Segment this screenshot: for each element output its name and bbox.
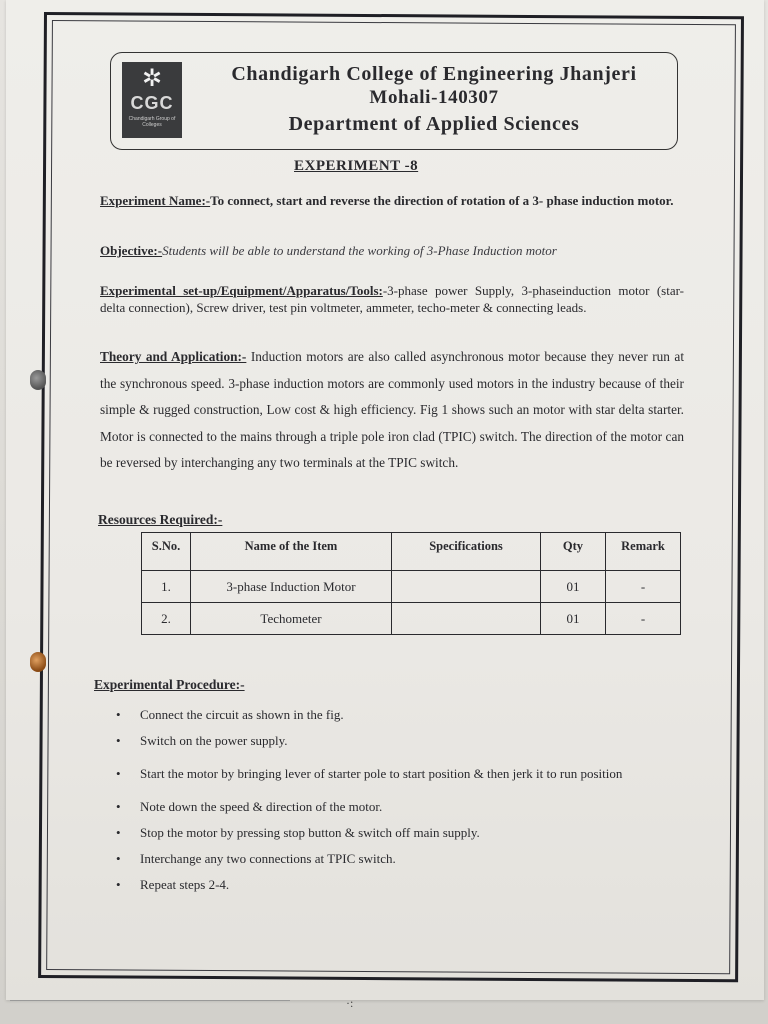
college-address: Mohali-140307 [369, 87, 499, 108]
step-text: Switch on the power supply. [140, 733, 288, 748]
cell-remark: - [606, 571, 681, 603]
step-text: Stop the motor by pressing stop button & switch off main supply. [140, 825, 480, 840]
bullet-icon: • [116, 877, 121, 892]
list-item [112, 823, 672, 843]
procedure-label: Experimental Procedure:- [94, 677, 245, 692]
college-logo [122, 62, 182, 138]
table-row [142, 603, 681, 635]
setup-text: -3-phase power Supply, 3-phaseinduction motor (star-delta connection), Screw driver, test pin voltmeter, ammeter, techo-meter & connecting leads. [100, 283, 685, 315]
list-item [112, 757, 672, 791]
objective-section [100, 242, 684, 259]
objective-label: Objective:- [100, 243, 163, 258]
binder-clip [30, 652, 46, 672]
resources-label: Resources Required:- [98, 512, 223, 527]
procedure-list [112, 705, 672, 901]
cell-item: 3-phase Induction Motor [191, 571, 392, 603]
bullet-icon: • [116, 825, 121, 840]
objective-text: Students will be able to understand the working of 3-Phase Induction motor [162, 243, 557, 258]
list-item [112, 731, 672, 751]
college-name: Chandigarh College of Engineering Jhanjeri [231, 63, 637, 85]
experiment-name-text: To connect, start and reverse the direction of rotation of a 3- phase induction motor. [210, 193, 674, 208]
theory-label: Theory and Application:- [100, 349, 247, 364]
step-text: Start the motor by bringing lever of starter pole to start position & then jerk it to run position [140, 766, 623, 781]
list-item [112, 849, 672, 869]
binder-clip [30, 370, 46, 390]
table-row [142, 571, 681, 603]
column-header: Qty [541, 533, 606, 571]
footer-mark: ·: [346, 996, 354, 1010]
logo-emblem-icon: ✲ [141, 66, 163, 92]
setup-label: Experimental set-up/Equipment/Apparatus/Tools: [100, 283, 383, 298]
bullet-icon: • [116, 799, 121, 814]
logo-subtext: Chandigarh Group of Colleges [128, 116, 176, 128]
logo-text: CGC [130, 93, 174, 113]
theory-section [100, 344, 684, 477]
cell-sno: 2. [142, 603, 191, 635]
cell-qty: 01 [541, 603, 606, 635]
step-text: Repeat steps 2-4. [140, 877, 230, 892]
step-text: Connect the circuit as shown in the fig. [140, 707, 344, 722]
cell-spec [392, 571, 541, 603]
bullet-icon: • [116, 707, 121, 722]
cell-qty: 01 [541, 571, 606, 603]
list-item [112, 705, 672, 725]
cell-item: Techometer [191, 603, 392, 635]
column-header: S.No. [142, 533, 191, 571]
cell-remark: - [606, 603, 681, 635]
column-header: Name of the Item [191, 533, 392, 571]
experiment-name-section [100, 192, 684, 209]
experiment-name-label: Experiment Name:- [100, 193, 211, 208]
cell-sno: 1. [142, 571, 191, 603]
list-item [112, 875, 672, 895]
bullet-icon: • [116, 851, 121, 866]
column-header: Remark [606, 533, 681, 571]
column-header: Specifications [392, 533, 541, 571]
resources-table [141, 532, 681, 635]
setup-section [100, 282, 684, 316]
bullet-icon: • [116, 733, 121, 748]
page-edge-line [10, 1000, 290, 1001]
step-text: Note down the speed & direction of the motor. [140, 799, 383, 814]
step-text: Interchange any two connections at TPIC switch. [140, 851, 396, 866]
experiment-title: EXPERIMENT -8 [294, 158, 419, 174]
college-heading [196, 62, 672, 136]
theory-text: Induction motors are also called asynchronous motor because they never run at the synchronous speed. 3-phase induction motors are commonly used motors in the industry because of their simple & rugged construction, Low cost & high efficiency. Fig 1 shows such an motor with star delta starter. Motor is connected to the mains through a triple pole iron clad (TPIC) switch. The direction of the motor can be reversed by interchanging any two terminals at the TPIC switch. [100, 349, 685, 470]
bullet-icon: • [116, 766, 121, 781]
cell-spec [392, 603, 541, 635]
list-item [112, 797, 672, 817]
department-name: Department of Applied Sciences [288, 113, 580, 135]
table-header-row [142, 533, 681, 571]
